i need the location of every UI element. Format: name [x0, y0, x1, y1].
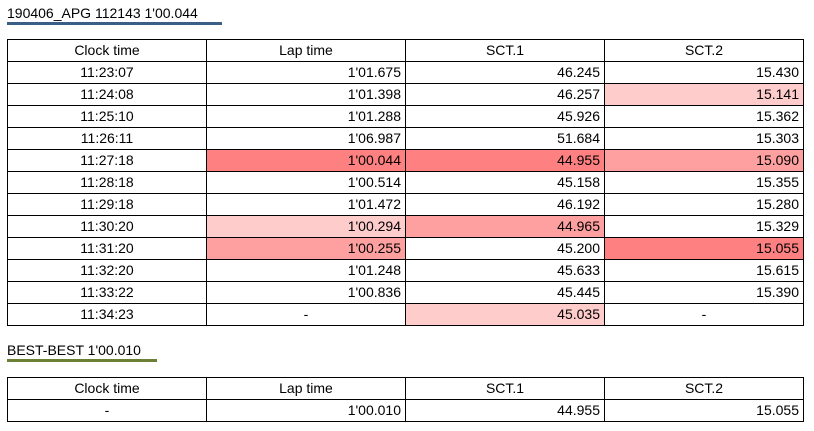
sct2-cell: 15.615	[605, 260, 804, 282]
sct1-cell: 46.192	[406, 194, 605, 216]
table-row	[8, 194, 804, 216]
sct1-cell: 44.955	[406, 400, 605, 422]
sct1-cell: 51.684	[406, 128, 605, 150]
session-title	[7, 4, 198, 22]
sct2-cell: 15.141	[605, 84, 804, 106]
sct2-cell: 15.280	[605, 194, 804, 216]
clock-time-cell: 11:33:22	[8, 282, 207, 304]
sct1-cell: 45.633	[406, 260, 605, 282]
clock-time-cell: 11:26:11	[8, 128, 207, 150]
lap-time-cell: 1'00.836	[207, 282, 406, 304]
clock-time-cell: 11:27:18	[8, 150, 207, 172]
table-row	[8, 128, 804, 150]
table-row	[8, 216, 804, 238]
lap-time-cell: 1'00.255	[207, 238, 406, 260]
laps-table	[7, 39, 804, 326]
clock-time-cell: 11:34:23	[8, 304, 207, 326]
best-best-title	[7, 341, 141, 359]
sct2-cell: 15.390	[605, 282, 804, 304]
clock-time-cell: 11:23:07	[8, 62, 207, 84]
table-row	[8, 84, 804, 106]
lap-time-cell: 1'01.248	[207, 260, 406, 282]
clock-time-cell: 11:29:18	[8, 194, 207, 216]
sct2-cell: 15.055	[605, 238, 804, 260]
laps-table-header	[8, 40, 804, 62]
col-header-sct1: SCT.1	[406, 40, 605, 62]
best-table-body	[8, 400, 804, 422]
session-title-text: 190406_APG 112143 1'00.044	[7, 5, 198, 21]
table-row	[8, 106, 804, 128]
sct1-cell: 44.965	[406, 216, 605, 238]
lap-time-cell: 1'00.044	[207, 150, 406, 172]
lap-time-cell: 1'00.010	[207, 400, 406, 422]
sct1-cell: 45.158	[406, 172, 605, 194]
laps-table-body	[8, 62, 804, 326]
table-row	[8, 400, 804, 422]
col-header-sct1: SCT.1	[406, 378, 605, 400]
sct1-cell: 46.245	[406, 62, 605, 84]
table-row	[8, 238, 804, 260]
sct2-cell: 15.430	[605, 62, 804, 84]
lap-time-cell: -	[207, 304, 406, 326]
session-title-underline	[7, 22, 222, 25]
col-header-sct2: SCT.2	[605, 40, 804, 62]
lap-time-cell: 1'01.288	[207, 106, 406, 128]
sct2-cell: 15.055	[605, 400, 804, 422]
best-table-header	[8, 378, 804, 400]
clock-time-cell: 11:28:18	[8, 172, 207, 194]
clock-time-cell: 11:25:10	[8, 106, 207, 128]
clock-time-cell: 11:30:20	[8, 216, 207, 238]
clock-time-cell: 11:31:20	[8, 238, 207, 260]
table-row	[8, 304, 804, 326]
best-table	[7, 377, 804, 422]
col-header-lap-time: Lap time	[207, 40, 406, 62]
lap-time-cell: 1'01.472	[207, 194, 406, 216]
sct1-cell: 45.445	[406, 282, 605, 304]
sct1-cell: 45.200	[406, 238, 605, 260]
lap-time-cell: 1'00.294	[207, 216, 406, 238]
table-row	[8, 172, 804, 194]
best-best-title-underline	[7, 359, 157, 362]
sct2-cell: 15.303	[605, 128, 804, 150]
lap-time-cell: 1'01.398	[207, 84, 406, 106]
clock-time-cell: -	[8, 400, 207, 422]
sct2-cell: 15.329	[605, 216, 804, 238]
sct1-cell: 45.035	[406, 304, 605, 326]
lap-time-cell: 1'06.987	[207, 128, 406, 150]
table-row	[8, 282, 804, 304]
best-best-title-text: BEST-BEST 1'00.010	[7, 342, 141, 358]
sct1-cell: 45.926	[406, 106, 605, 128]
lap-time-cell: 1'00.514	[207, 172, 406, 194]
col-header-clock-time: Clock time	[8, 40, 207, 62]
sct1-cell: 46.257	[406, 84, 605, 106]
sct2-cell: -	[605, 304, 804, 326]
col-header-clock-time: Clock time	[8, 378, 207, 400]
lap-time-cell: 1'01.675	[207, 62, 406, 84]
table-row	[8, 260, 804, 282]
clock-time-cell: 11:32:20	[8, 260, 207, 282]
sct2-cell: 15.362	[605, 106, 804, 128]
table-row	[8, 62, 804, 84]
sct2-cell: 15.355	[605, 172, 804, 194]
sct1-cell: 44.955	[406, 150, 605, 172]
sct2-cell: 15.090	[605, 150, 804, 172]
col-header-sct2: SCT.2	[605, 378, 804, 400]
table-row	[8, 150, 804, 172]
col-header-lap-time: Lap time	[207, 378, 406, 400]
clock-time-cell: 11:24:08	[8, 84, 207, 106]
